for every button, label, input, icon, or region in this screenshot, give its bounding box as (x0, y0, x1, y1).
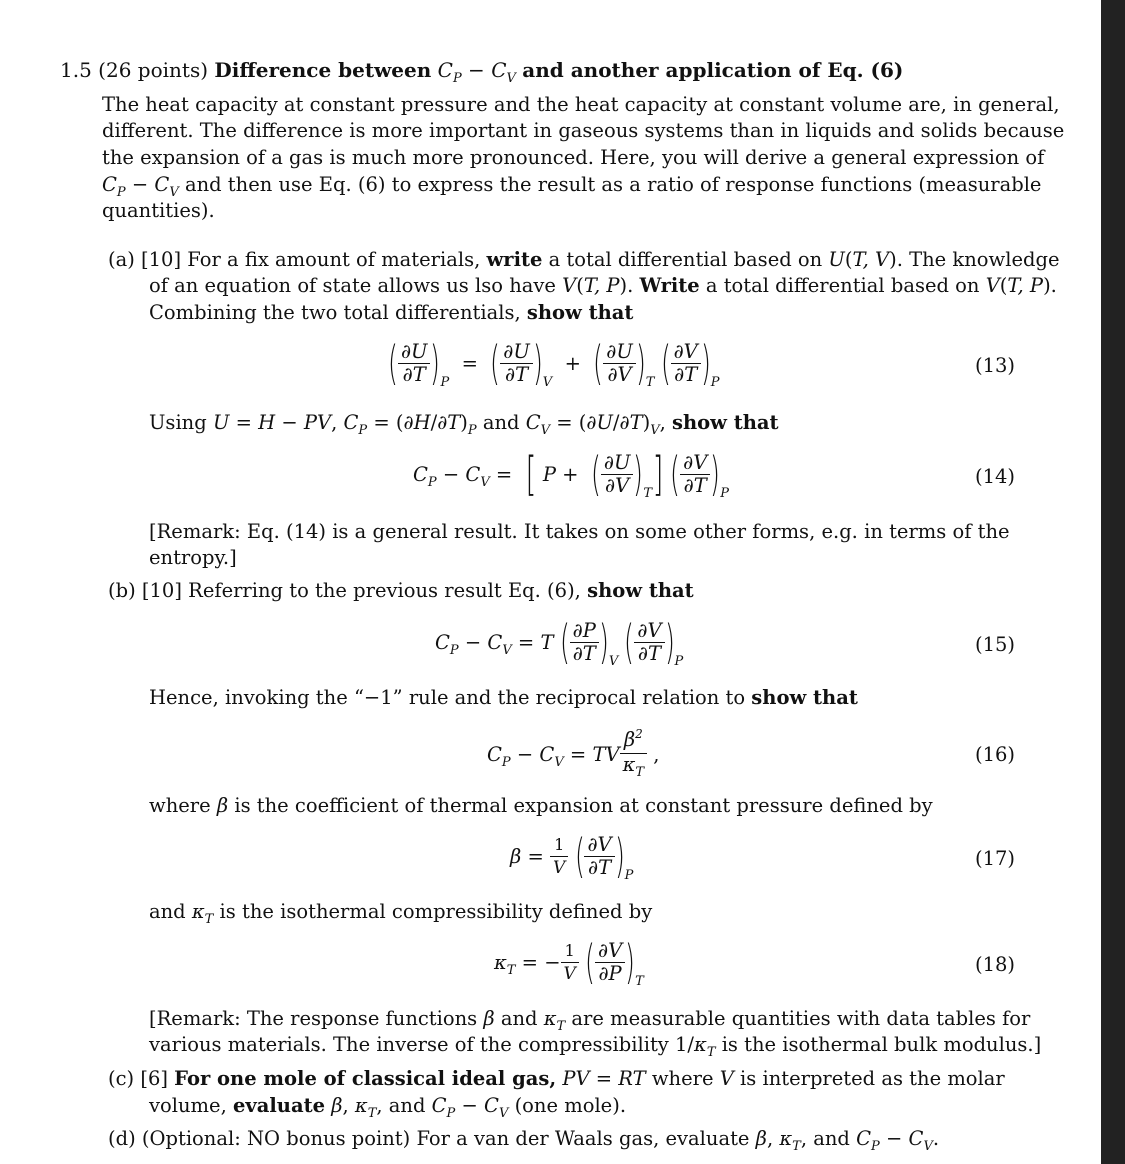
part-b-and-line: and $\kappa_T$ is the isothermal compressibility defined by (149, 900, 653, 927)
intro-line-3: the expansion of a gas is much more pronounced. Here, you will derive a general expression of (102, 146, 1045, 169)
part-b-remark-1: [Remark: The response functions β and $\kappa_T$ are measurable quantities with data tables for (149, 1007, 1031, 1034)
part-c-line-1: (c) [6] For one mole of classical ideal gas, PV = RT where V is interpreted as the molar (108, 1067, 1005, 1090)
part-b-remark-2: various materials. The inverse of the compressibility $1/\kappa_T$ is the isothermal bulk modulus.] (149, 1033, 1042, 1060)
equation-18: $\kappa_T$ = − $\frac{1}{V}$ ( $\frac{\partial V}{\partial P}$ )T (494, 935, 644, 989)
part-a-line-3: Combining the two total differentials, show that (149, 301, 634, 324)
intro-line-5: quantities). (102, 199, 215, 222)
equation-13-number: (13) (975, 354, 1016, 377)
part-a-remark-2: entropy.] (149, 546, 237, 569)
section-number: 1.5 (60, 58, 92, 82)
equation-13: ( $\frac{\partial U}{\partial T}$ )P = ( $\frac{\partial U}{\partial T}$ )V + ( $\frac{\partial U}{\partial V}$ )T ( $\frac{\partial V}{\partial T}$ )P (388, 336, 720, 390)
intro-line-1: The heat capacity at constant pressure and the heat capacity at constant volume are, in general, (102, 93, 1060, 116)
part-a-using-line: Using U = H − PV, $C_P = (\partial H/\partial T)_P$ and $C_V = (\partial U/\partial T)_V$, show that (149, 411, 779, 438)
part-b-hence-line: Hence, invoking the “−1” rule and the reciprocal relation to show that (149, 686, 858, 709)
part-a-remark-1: [Remark: Eq. (14) is a general result. It takes on some other forms, e.g. in terms of the (149, 520, 1010, 543)
equation-16: $C_P - C_V$ = TV $\frac{\beta^2}{\kappa_T}$ , (487, 727, 660, 780)
equation-14: $C_P - C_V$ = [ P + ( $\frac{\partial U}{\partial V}$ )T] ( $\frac{\partial V}{\partial T}$ )P (413, 447, 730, 501)
equation-16-number: (16) (975, 743, 1016, 766)
equation-15: $C_P - C_V = T$ ( $\frac{\partial P}{\partial T}$ )V ( $\frac{\partial V}{\partial T}$ )P (435, 615, 684, 669)
part-b-line-1: (b) [10] Referring to the previous result Eq. (6), show that (108, 579, 694, 602)
part-a-line-1: (a) [10] For a fix amount of materials, write a total differential based on U(T, V). The knowledge (108, 248, 1060, 271)
equation-14-number: (14) (975, 465, 1016, 488)
equation-18-number: (18) (975, 953, 1016, 976)
equation-17: β = $\frac{1}{V}$ ( $\frac{\partial V}{\partial T}$ )P (510, 829, 634, 883)
intro-line-4: $C_P - C_V$ and then use Eq. (6) to express the result as a ratio of response functions (measurable (102, 173, 1042, 200)
equation-17-number: (17) (975, 847, 1016, 870)
part-b-where-line: where β is the coefficient of thermal expansion at constant pressure defined by (149, 794, 933, 817)
section-points: (26 points) (98, 58, 209, 82)
section-heading: 1.5 (26 points) Difference between $C_P - C_V$ and another application of Eq. (6) (60, 58, 904, 86)
part-d-line: (d) (Optional: NO bonus point) For a van der Waals gas, evaluate β, $\kappa_T$, and $C_P - C_V$. (108, 1127, 940, 1154)
equation-15-number: (15) (975, 633, 1016, 656)
intro-line-2: different. The difference is more important in gaseous systems than in liquids and solids because (102, 119, 1065, 142)
part-a-line-2: of an equation of state allows us lso have V(T, P). Write a total differential based on V(T, P). (149, 274, 1057, 297)
section-title: Difference between (214, 58, 432, 82)
part-c-line-2: volume, evaluate β, $\kappa_T$, and $C_P - C_V$ (one mole). (149, 1094, 627, 1121)
window-edge-scrollbar[interactable] (1101, 0, 1125, 1164)
